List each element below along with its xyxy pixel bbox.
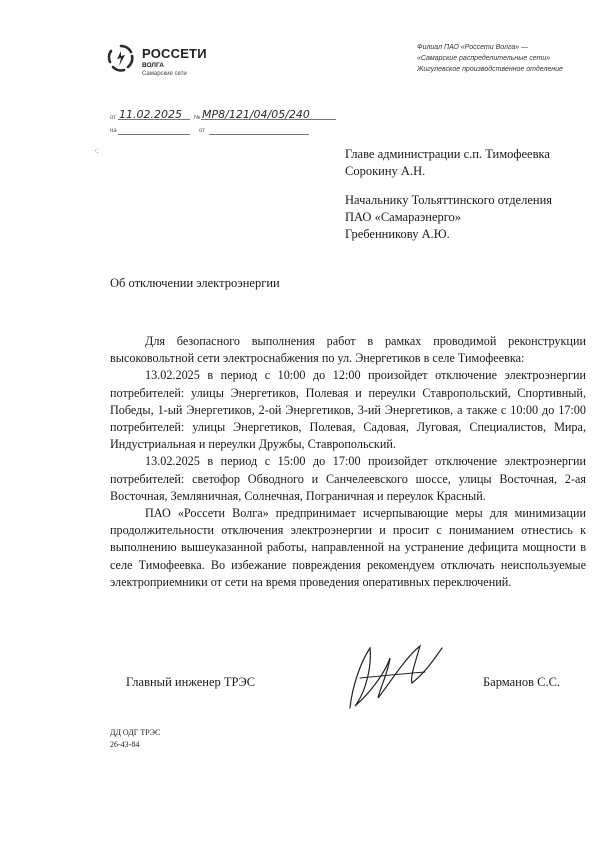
addressee-2 <box>345 192 552 243</box>
rosseti-logo-icon <box>106 42 136 74</box>
number-underline <box>201 119 336 120</box>
addressee-line: Начальнику Тольяттинского отделения <box>345 193 553 207</box>
reg-date: 11.02.2025 <box>119 108 182 121</box>
scan-mark: ·: <box>94 146 99 155</box>
addressee-line: ПАО «Самараэнерго» <box>345 210 462 224</box>
date-underline <box>118 119 190 120</box>
signer-role: Главный инженер ТРЭС <box>126 675 256 689</box>
logo-unit: Самарские сети <box>142 71 187 77</box>
addressee-1 <box>345 146 550 180</box>
logo-region: ВОЛГА <box>142 62 164 69</box>
addressee-line: Гребенникову А.Ю. <box>345 227 450 241</box>
executor-dept: ДД ОДГ ТРЭС <box>110 728 161 737</box>
letter-body <box>110 333 586 591</box>
registration-block <box>110 109 340 137</box>
branch-line: «Самарские распределительные сети» <box>417 55 551 62</box>
reg-number: МР8/121/04/05/240 <box>202 108 310 121</box>
body-paragraph: Для безопасного выполнения работ в рамках проводимой реконструкции высоковольтной сети электроснабжения по ул. Энергетиков в селе Тимофеевка: <box>110 334 586 366</box>
logo-brand: РОССЕТИ <box>142 46 207 61</box>
body-paragraph: 13.02.2025 в период с 15:00 до 17:00 произойдет отключение электроэнергии потребителей: светофор Обводного и Санчелеевского шоссе, улицы Восточная, 2-ая Восточная, Земляничная, Солнечная, Пограничная и переулок Красный. <box>110 454 586 503</box>
addressee-line: Главе администрации с.п. Тимофеевка <box>345 147 550 161</box>
body-paragraph: 13.02.2025 в период с 10:00 до 12:00 произойдет отключение электроэнергии потребителей: улицы Энергетиков, Полевая и переулки Ставропольский, Спортивный, Победы, 1-ый Энергетиков, 2-ой Энергетиков, 3-ий Энергетиков, а также с 10:00 до 17:00 потребителей: улицы Энергетиков, Полевая, Садовая, Луговая, Специалистов, Мира, Индустриальная и переулки Дружбы, Ставропольский. <box>110 368 586 452</box>
handwritten-signature <box>330 638 450 718</box>
on-label: на <box>110 128 117 134</box>
signer-name: Барманов С.С. <box>483 675 561 689</box>
from-label: от <box>110 115 116 121</box>
from2-underline <box>209 134 309 135</box>
body-paragraph: ПАО «Россети Волга» предпринимает исчерпывающие меры для минимизации продолжительности отключения электроэнергии и просит с пониманием отнестись к выполнению вышеуказанной работы, направленной на устранение дефицита мощности в селе Тимофеевка. Во избежание повреждения рекомендуем отключать неиспользуемые электроприемники от сети на время проведения оперативных переключений. <box>110 506 586 589</box>
number-label: № <box>194 115 201 121</box>
addressee-line: Сорокину А.Н. <box>345 164 426 178</box>
branch-line: Жигулевское производственное отделение <box>417 66 563 73</box>
executor-phone: 26-43-84 <box>110 740 140 749</box>
letter-subject: Об отключении электроэнергии <box>110 276 280 290</box>
branch-line: Филиал ПАО «Россети Волга» — <box>417 44 529 51</box>
from2-label: от <box>199 128 205 134</box>
company-logo <box>106 40 256 85</box>
branch-info <box>417 42 597 75</box>
executor-info <box>110 727 160 751</box>
on-underline <box>118 134 190 135</box>
